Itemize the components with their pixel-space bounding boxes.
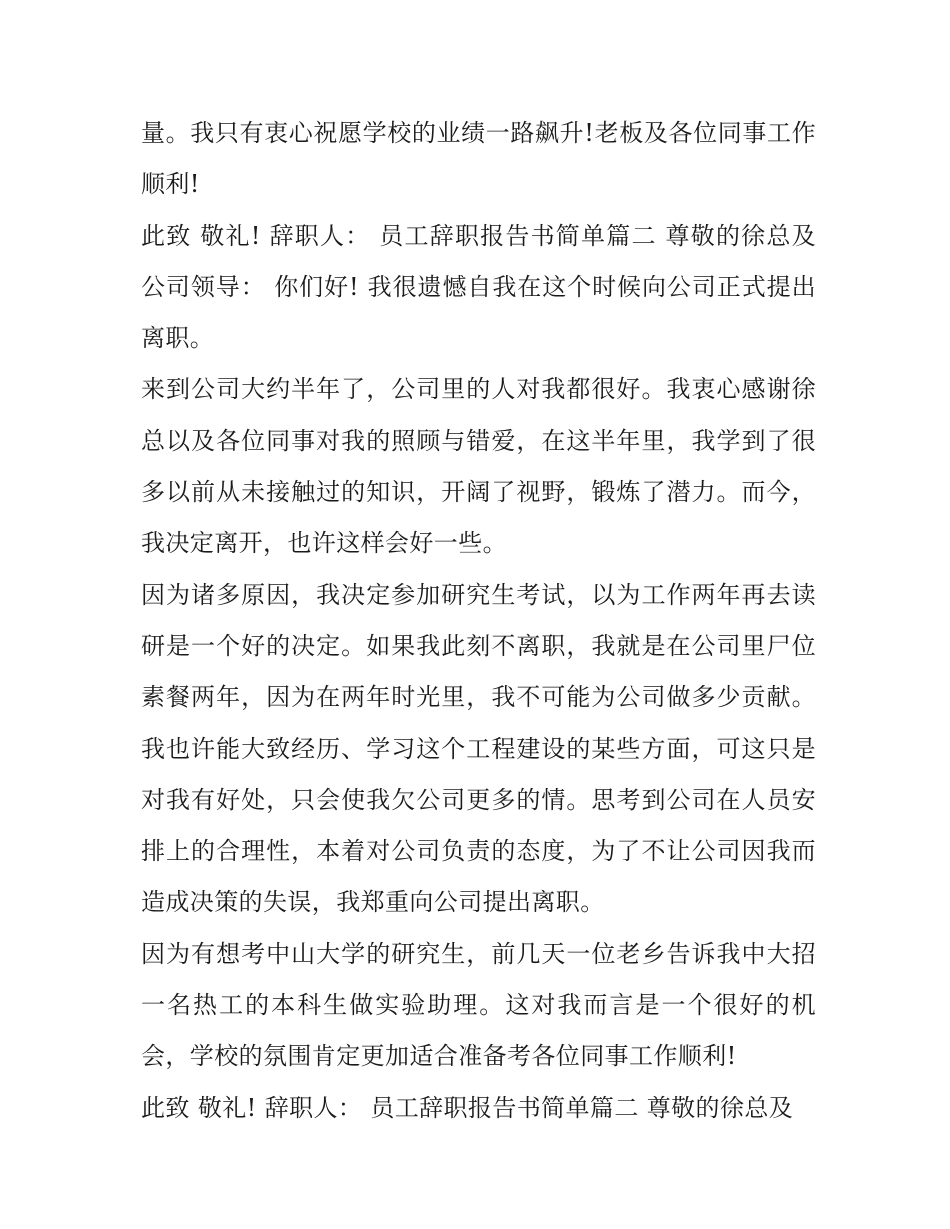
paragraph-3: 来到公司大约半年了，公司里的人对我都很好。我衷心感谢徐总以及各位同事对我的照顾与错爱，在这半年里，我学到了很多以前从未接触过的知识，开阔了视野，锻炼了潜力。而今，我决定离开，也许这样会好一些。 <box>141 375 816 558</box>
paragraph-2: 此致 敬礼! 辞职人： 员工辞职报告书简单篇二 尊敬的徐总及公司领导： 你们好! 我很遗憾自我在这个时候向公司正式提出离职。 <box>141 221 816 353</box>
document-body <box>141 108 816 1134</box>
paragraph-1: 量。我只有衷心祝愿学校的业绩一路飙升!老板及各位同事工作顺利! <box>141 119 816 199</box>
paragraph-4: 因为诸多原因，我决定参加研究生考试，以为工作两年再去读研是一个好的决定。如果我此刻不离职，我就是在公司里尸位素餐两年，因为在两年时光里，我不可能为公司做多少贡献。我也许能大致经历、学习这个工程建设的某些方面，可这只是对我有好处，只会使我欠公司更多的情。思考到公司在人员安排上的合理性，本着对公司负责的态度，为了不让公司因我而造成决策的失误，我郑重向公司提出离职。 <box>141 580 816 917</box>
paragraph-6: 此致 敬礼! 辞职人： 员工辞职报告书简单篇二 尊敬的徐总及 <box>141 1093 794 1122</box>
paragraph-5: 因为有想考中山大学的研究生，前几天一位老乡告诉我中大招一名热工的本科生做实验助理。这对我而言是一个很好的机会，学校的氛围肯定更加适合准备考各位同事工作顺利! <box>141 939 816 1071</box>
